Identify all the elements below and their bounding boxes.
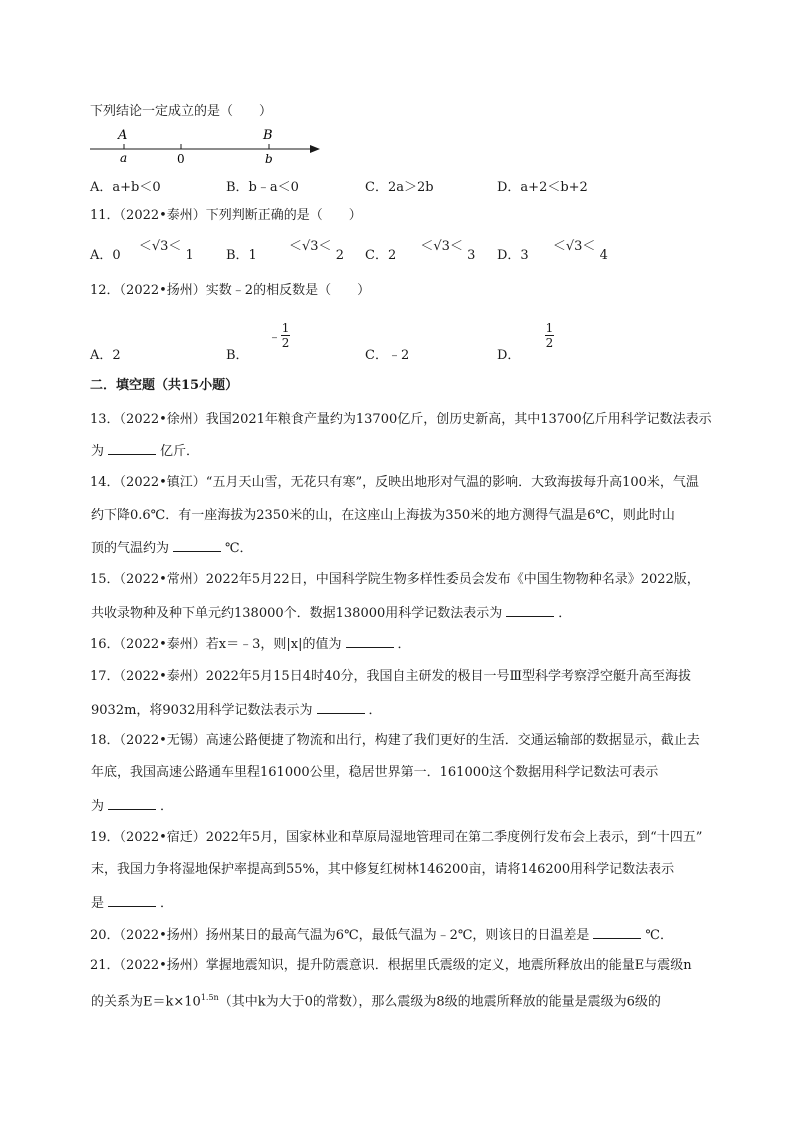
q16-answer-blank[interactable] — [346, 635, 394, 648]
q19-answer-blank[interactable] — [108, 894, 156, 907]
q15-answer-blank[interactable] — [506, 604, 554, 617]
q19-line1: 19．（2022•宿迁）2022年5月，国家林业和草原局湿地管理司在第二季度例行发布会上表示，到“十四五” — [90, 830, 703, 845]
q11-option-d[interactable] — [497, 239, 608, 263]
q10-option-c[interactable]: C．2a＞2b — [365, 180, 434, 195]
value-a-label: a — [120, 151, 128, 165]
q12-b-num: 1 — [281, 321, 290, 335]
q21-line2-a: 的关系为E＝k×10 — [91, 994, 201, 1010]
q17-line2 — [91, 701, 382, 719]
q12-b-fraction — [268, 322, 290, 349]
q11-a-lt1: ＜ — [138, 239, 152, 254]
q11-d-letter: D．3 — [497, 248, 529, 263]
q14-line3-a: 顶的气温约为 — [91, 541, 170, 556]
q19-line3 — [91, 894, 173, 912]
q11-c-end: 3 — [467, 248, 476, 263]
q10-option-a[interactable]: A．a+b＜0 — [90, 180, 161, 195]
value-b-label: b — [265, 152, 273, 166]
point-b-label: B — [263, 128, 273, 143]
number-line — [88, 126, 328, 166]
q18-line1: 18．（2022•无锡）高速公路便捷了物流和出行，构建了我们更好的生活．交通运输部的数据显示，截止去 — [90, 733, 700, 748]
zero-label: 0 — [177, 152, 185, 166]
q11-a-lt2: ＜ — [168, 239, 182, 254]
q12-b-den: 2 — [281, 336, 290, 350]
q11-c-lt1: ＜ — [420, 239, 434, 254]
q16-text: 16．（2022•泰州）若x＝﹣3，则|x|的值为 — [90, 637, 342, 652]
q17-line2-b: ． — [368, 703, 382, 718]
q13-line2 — [91, 442, 199, 460]
section-heading-fill-in: 二．填空题（共15小题） — [90, 378, 239, 393]
q14-line3-b: ℃． — [225, 541, 253, 556]
q10-stem: 下列结论一定成立的是（ ） — [90, 104, 273, 119]
q12-d-den: 2 — [545, 336, 554, 350]
q13-line2-a: 为 — [91, 444, 105, 459]
q11-c-root: √3 — [433, 239, 450, 254]
q11-a-letter: A．0 — [90, 248, 121, 263]
q20-line — [90, 926, 673, 944]
q11-option-a[interactable] — [90, 239, 194, 263]
q14-line1: 14．（2022•镇江）“五月天山雪，无花只有寒”，反映出地形对气温的影响．大致海拔每升高100米，气温 — [90, 475, 699, 490]
q14-answer-blank[interactable] — [173, 539, 221, 552]
q18-answer-blank[interactable] — [108, 797, 156, 810]
q19-line3-a: 是 — [91, 896, 105, 911]
q15-line2-a: 共收录物种及种下单元约138000个．数据138000用科学记数法表示为 — [91, 606, 503, 621]
q17-line2-a: 9032m，将9032用科学记数法表示为 — [91, 703, 313, 718]
q16-line — [90, 635, 411, 653]
q19-line3-b: ． — [160, 896, 174, 911]
q21-line2 — [91, 990, 661, 1010]
q11-stem: 11．（2022•泰州）下列判断正确的是（ ） — [90, 208, 362, 223]
q13-line1: 13．（2022•徐州）我国2021年粮食产量约为13700亿斤，创历史新高，其中13700亿斤用科学记数法表示 — [90, 412, 712, 427]
q18-line3 — [91, 797, 173, 815]
q18-line2: 年底，我国高速公路通车里程161000公里，稳居世界第一．161000这个数据用科学记数法可表示 — [91, 765, 659, 780]
q13-line2-b: 亿斤． — [160, 444, 200, 459]
q11-d-lt2: ＜ — [582, 239, 596, 254]
q15-line2-b: ． — [558, 606, 572, 621]
q11-option-b[interactable] — [226, 239, 344, 263]
q14-line3 — [91, 539, 253, 557]
q12-option-b[interactable] — [226, 344, 249, 363]
q16-end: ． — [397, 637, 411, 652]
q12-d-fraction — [545, 322, 554, 349]
q15-line2 — [91, 604, 571, 622]
q11-b-end: 2 — [335, 248, 344, 263]
q12-d-num: 1 — [545, 321, 554, 335]
q11-c-lt2: ＜ — [449, 239, 463, 254]
q13-answer-blank[interactable] — [108, 442, 156, 455]
q19-line2: 末，我国力争将湿地保护率提高到55%，其中修复红树林146200亩，请将146200用科学记数法表示 — [91, 862, 675, 877]
q11-d-root: √3 — [565, 239, 583, 254]
q11-b-letter: B．1 — [226, 248, 257, 263]
q11-b-lt2: ＜ — [318, 239, 332, 254]
q17-answer-blank[interactable] — [317, 701, 365, 714]
q11-b-lt1: ＜ — [288, 239, 302, 254]
q15-line1: 15．（2022•常州）2022年5月22日，中国科学院生物多样性委员会发布《中国生物物种名录》2022版， — [90, 572, 700, 587]
q12-option-d[interactable] — [497, 344, 520, 363]
q20-answer-blank[interactable] — [593, 926, 641, 939]
q11-c-letter: C．2 — [365, 248, 397, 263]
q17-line1: 17．（2022•泰州）2022年5月15日4时40分，我国自主研发的极目一号Ⅲ型科学考察浮空艇升高至海拔 — [90, 669, 692, 684]
q21-line1: 21．（2022•扬州）掌握地震知识，提升防震意识．根据里氏震级的定义，地震所释放出的能量E与震级n — [90, 958, 692, 973]
q12-option-c[interactable]: C．﹣2 — [365, 348, 410, 363]
q10-option-d[interactable]: D．a+2＜b+2 — [497, 180, 588, 195]
q12-d-letter: D． — [497, 348, 521, 363]
q18-line3-a: 为 — [91, 799, 105, 814]
q11-a-root: √3 — [151, 239, 169, 254]
q14-line2: 约下降0.6℃．有一座海拔为2350米的山，在这座山上海拔为350米的地方测得气温是6℃，则此时山 — [91, 508, 675, 523]
q10-option-b[interactable]: B．b﹣a＜0 — [226, 180, 299, 195]
point-a-label: A — [118, 128, 128, 143]
q11-b-root: √3 — [301, 239, 319, 254]
q20-text: 20．（2022•扬州）扬州某日的最高气温为6℃，最低气温为﹣2℃，则该日的日温差是 — [90, 928, 590, 943]
q11-d-lt1: ＜ — [552, 239, 566, 254]
q11-d-end: 4 — [599, 248, 608, 263]
q11-a-end: 1 — [185, 248, 194, 263]
q12-b-sign: ﹣ — [268, 330, 282, 345]
q12-stem: 12．（2022•扬州）实数﹣2的相反数是（ ） — [90, 283, 371, 298]
q21-line2-b: （其中k为大于0的常数），那么震级为8级的地震所释放的能量是震级为6级的 — [218, 994, 661, 1010]
q12-b-letter: B． — [226, 348, 249, 363]
q20-end: ℃． — [645, 928, 673, 943]
q21-exponent: 1.5n — [200, 993, 219, 1002]
q12-option-a[interactable]: A．2 — [90, 348, 121, 363]
q11-option-c[interactable] — [365, 239, 476, 263]
q18-line3-b: ． — [160, 799, 174, 814]
